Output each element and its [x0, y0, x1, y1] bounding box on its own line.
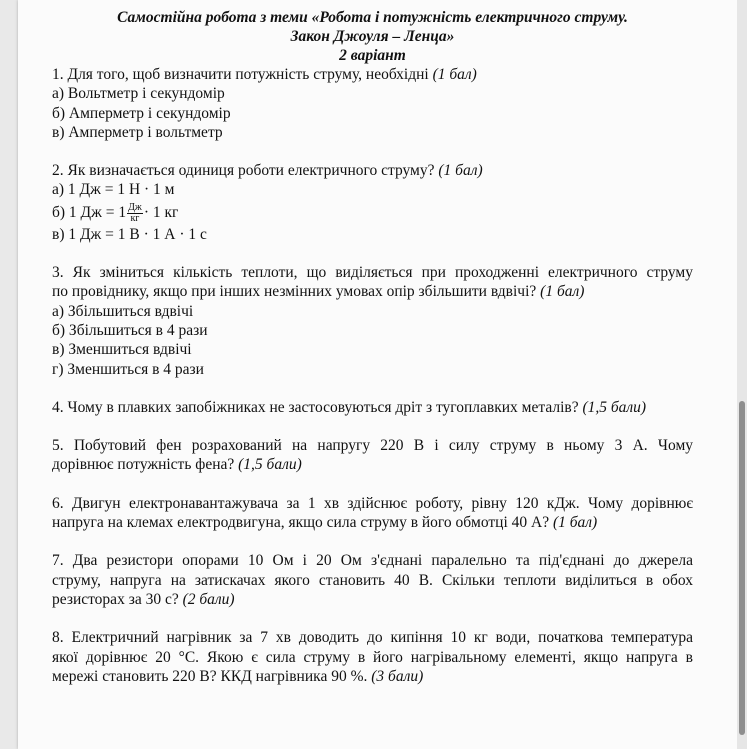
spacer — [52, 475, 693, 494]
question-2-option-b — [52, 200, 693, 225]
question-7 — [52, 551, 693, 609]
question-1-option-c: в) Амперметр і вольтметр — [52, 123, 223, 141]
spacer — [52, 417, 693, 436]
question-1 — [52, 65, 693, 142]
spacer — [52, 532, 693, 551]
question-2-points: (1 бал) — [438, 162, 483, 180]
spacer — [52, 609, 693, 628]
question-7-line2: струму, напруга на затискачах якого становить 40 В. Скільки теплоти виділиться в обох — [52, 571, 693, 589]
question-8-line1: 8. Електричний нагрівник за 7 хв доводить до кипіння 10 кг води, початкова температура — [52, 629, 693, 647]
question-6-line1: 6. Двигун електронавантажувача за 1 хв здійснює роботу, рівну 120 кДж. Чому дорівнює — [52, 494, 693, 512]
header-title-line1: Самостійна робота з теми «Робота і потужність електричного струму. — [117, 9, 628, 26]
question-4 — [52, 398, 693, 417]
question-3-line1: 3. Як зміниться кількість теплоти, що виділяється при проходженні електричного струму — [52, 264, 693, 282]
question-5-line2: дорівнює потужність фена? — [52, 456, 239, 474]
question-8 — [52, 628, 693, 686]
fraction — [127, 203, 143, 224]
question-2-option-c: в) 1 Дж = 1 В · 1 А · 1 с — [52, 225, 207, 243]
question-3-option-c: в) Зменшиться вдвічі — [52, 341, 192, 359]
fraction-numerator: Дж — [128, 201, 142, 213]
question-1-option-b: б) Амперметр і секундомір — [52, 104, 231, 122]
question-5-line1: 5. Побутовий фен розрахований на напругу 220 В і силу струму в ньому 3 А. Чому — [52, 437, 693, 455]
worksheet-header — [52, 8, 693, 65]
spacer — [52, 244, 693, 263]
question-4-points: (1,5 бали) — [582, 398, 647, 416]
question-2-option-a: а) 1 Дж = 1 Н · 1 м — [52, 181, 175, 199]
question-7-line1: 7. Два резистори опорами 10 Ом і 20 Ом з'єднані паралельно та під'єднані до джерела — [52, 552, 693, 570]
question-6-line2: напруга на клемах електродвигуна, якщо сила струму в його обмотці 40 А? — [52, 514, 553, 532]
question-2-option-b-prefix: б) 1 Дж = 1 — [52, 203, 127, 221]
question-2-option-b-suffix: · 1 кг — [143, 203, 179, 221]
worksheet-content — [52, 8, 693, 686]
question-5 — [52, 436, 693, 475]
question-3-line2: по провіднику, якщо при інших незмінних умовах опір збільшити вдвічі? — [52, 283, 541, 301]
spacer — [52, 379, 693, 398]
question-8-line2: якої дорівнює 20 °C. Якою є сила струму в його нагрівальному елементі, якщо напруга в — [52, 648, 693, 666]
question-8-line3: мережі становить 220 В? ККД нагрівника 90 %. — [52, 667, 372, 685]
fraction-denominator: кг — [130, 212, 140, 224]
question-6-points: (1 бал) — [552, 514, 598, 532]
scrollbar-thumb[interactable] — [739, 401, 745, 735]
question-7-points: (2 бали) — [182, 590, 235, 608]
question-2-text: 2. Як визначається одиниця роботи електричного струму? — [52, 162, 439, 180]
header-title-line2: Закон Джоуля – Ленца» — [290, 28, 455, 45]
header-variant: 2 варіант — [339, 47, 406, 64]
question-2 — [52, 161, 693, 244]
question-3-option-a: а) Збільшиться вдвічі — [52, 302, 194, 320]
question-1-option-a: а) Вольтметр і секундомір — [52, 85, 225, 103]
question-4-text: 4. Чому в плавких запобіжниках не застосовуються дріт з тугоплавких металів? — [52, 398, 583, 416]
question-8-points: (3 бали) — [371, 667, 424, 685]
spacer — [52, 142, 693, 161]
question-5-points: (1,5 бали) — [238, 456, 302, 474]
question-6 — [52, 494, 693, 533]
question-3-option-b: б) Збільшиться в 4 рази — [52, 321, 208, 339]
question-3-option-d: г) Зменшиться в 4 рази — [52, 360, 204, 378]
question-3-points: (1 бал) — [540, 283, 585, 301]
question-1-text: 1. Для того, щоб визначити потужність струму, необхідні — [52, 66, 433, 83]
question-7-line3: резисторах за 30 с? — [52, 590, 183, 608]
question-3 — [52, 263, 693, 379]
question-1-points: (1 бал) — [432, 66, 477, 83]
